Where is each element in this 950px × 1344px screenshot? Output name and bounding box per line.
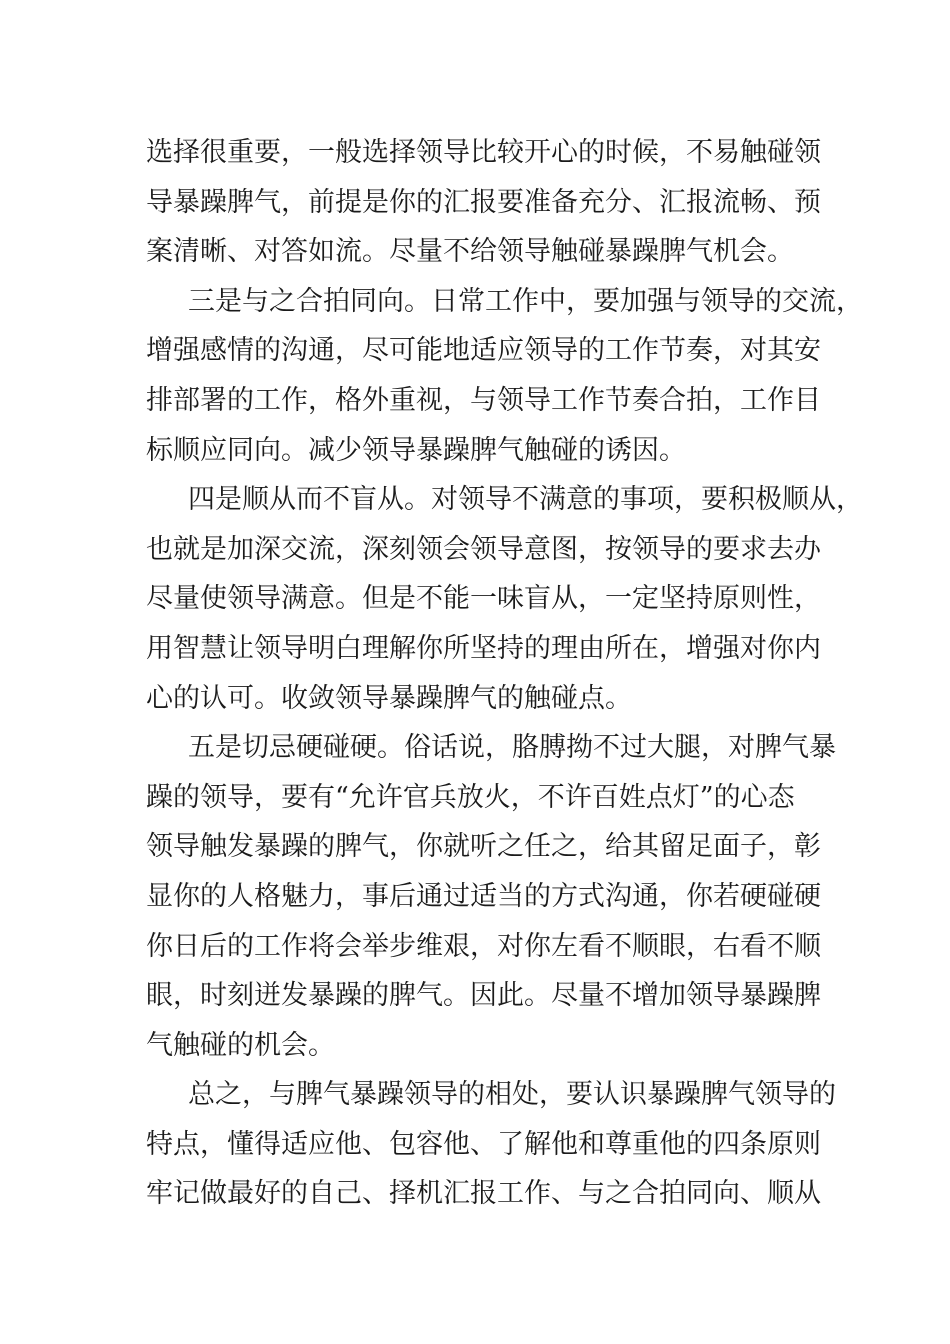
text-line: 尽量使领导满意。但是不能一味盲从，一定坚持原则性， (146, 583, 821, 615)
paragraph-start-line: 五是切忌硬碰硬。俗话说，胳膊拗不过大腿，对脾气暴 (188, 732, 836, 764)
text-line: 用智慧让领导明白理解你所坚持的理由所在，增强对你内 (146, 632, 821, 664)
text-line: 心的认可。收敛领导暴躁脾气的触碰点。 (146, 682, 632, 714)
text-line: 显你的人格魅力，事后通过适当的方式沟通，你若硬碰硬 (146, 880, 821, 912)
paragraph-start-line: 总之，与脾气暴躁领导的相处，要认识暴躁脾气领导的 (188, 1079, 836, 1111)
text-line: 也就是加深交流，深刻领会领导意图，按领导的要求去办 (146, 533, 821, 565)
text-line: 特点，懂得适应他、包容他、了解他和尊重他的四条原则 (146, 1128, 821, 1160)
text-line: 气触碰的机会。 (146, 1029, 335, 1061)
text-line: 标顺应同向。减少领导暴躁脾气触碰的诱因。 (146, 434, 686, 466)
text-line: 排部署的工作，格外重视，与领导工作节奏合拍，工作目 (146, 384, 821, 416)
text-line: 选择很重要，一般选择领导比较开心的时候，不易触碰领 (146, 137, 821, 168)
text-line: 领导触发暴躁的脾气，你就听之任之，给其留足面子，彰 (146, 831, 821, 863)
text-line: 案清晰、对答如流。尽量不给领导触碰暴躁脾气机会。 (146, 236, 794, 268)
text-line: 眼，时刻迸发暴躁的脾气。因此。尽量不增加领导暴躁脾 (146, 980, 821, 1012)
text-line: 你日后的工作将会举步维艰，对你左看不顺眼，右看不顺 (146, 930, 821, 962)
text-line: 牢记做最好的自己、择机汇报工作、与之合拍同向、顺从 (146, 1178, 821, 1210)
paragraph-start-line: 三是与之合拍同向。日常工作中，要加强与领导的交流， (188, 285, 863, 317)
document-body (146, 128, 863, 1219)
text-line: 增强感情的沟通，尽可能地适应领导的工作节奏，对其安 (146, 335, 821, 367)
text-line: 躁的领导，要有“允许官兵放火，不许百姓点灯”的心态 (146, 781, 795, 813)
text-line: 导暴躁脾气，前提是你的汇报要准备充分、汇报流畅、预 (146, 186, 821, 218)
paragraph-start-line: 四是顺从而不盲从。对领导不满意的事项，要积极顺从， (188, 484, 863, 516)
